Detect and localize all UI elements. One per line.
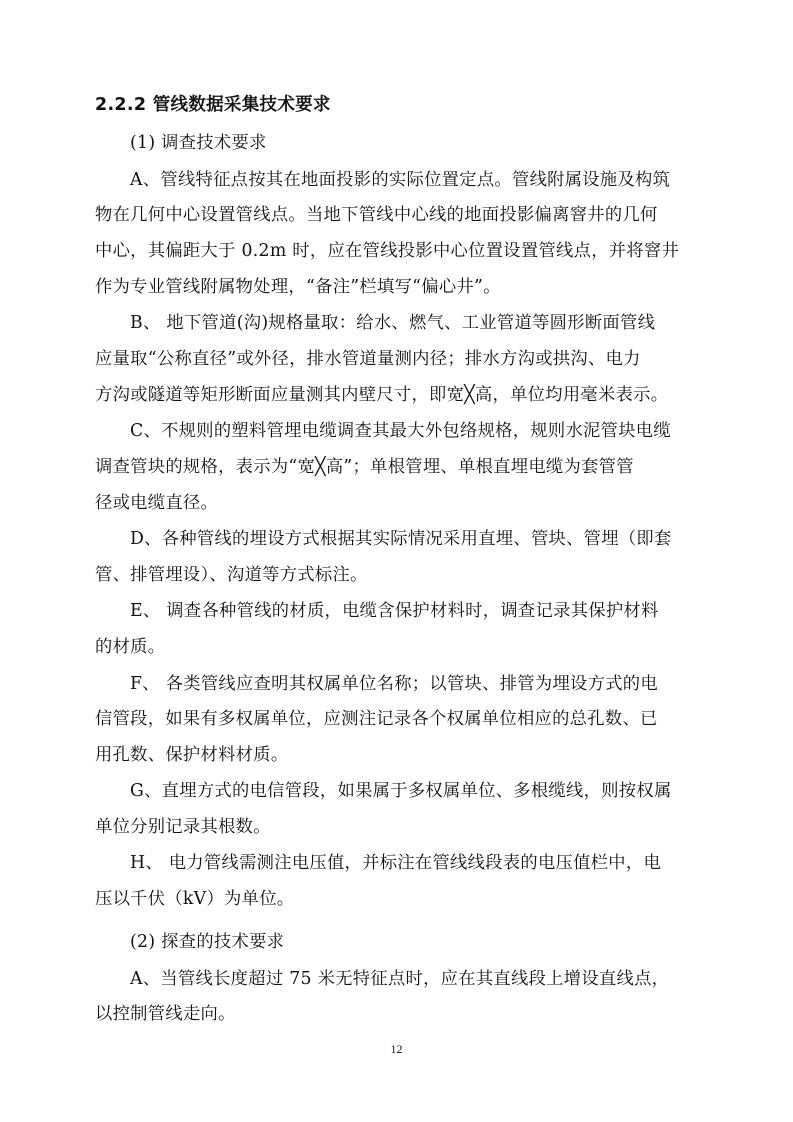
text-line: 调查管块的规格，表示为“宽╳高”；单根管埋、单根直埋电缆为套管管 xyxy=(95,457,634,477)
text-line: C、不规则的塑料管埋电缆调查其最大外包络规格，规则水泥管块电缆 xyxy=(130,421,671,441)
text-line: 物在几何中心设置管线点。当地下管线中心线的地面投影偏离窨井的几何 xyxy=(95,205,658,225)
text-line: 单位分别记录其根数。 xyxy=(95,817,271,837)
text-line: A、管线特征点按其在地面投影的实际位置定点。管线附属设施及构筑 xyxy=(130,170,671,190)
text-line: 用孔数、保护材料材质。 xyxy=(95,745,289,765)
text-line: D、各种管线的埋设方式根据其实际情况采用直埋、管块、管埋（即套 xyxy=(130,529,672,549)
subsection-title: (1) 调查技术要求 xyxy=(130,133,267,153)
text-line: H、 电力管线需测注电压值，并标注在管线线段表的电压值栏中，电 xyxy=(130,853,662,873)
text-line: 信管段，如果有多权属单位，应测注记录各个权属单位相应的总孔数、已 xyxy=(95,709,658,729)
text-line: 压以千伏（kV）为单位。 xyxy=(95,889,295,909)
text-line: 管、排管埋设）、沟道等方式标注。 xyxy=(95,565,368,585)
subsection-title: (2) 探查的技术要求 xyxy=(130,932,285,952)
text-line: A、当管线长度超过 75 米无特征点时，应在其直线段上增设直线点， xyxy=(130,969,670,989)
text-line: 以控制管线走向。 xyxy=(95,1004,236,1024)
text-line: 中心，其偏距大于 0.2m 时，应在管线投影中心位置设置管线点，并将窨井 xyxy=(95,241,680,261)
text-line: F、 各类管线应查明其权属单位名称；以管块、排管为埋设方式的电 xyxy=(130,674,658,694)
text-line: E、 调查各种管线的材质，电缆含保护材料时，调查记录其保护材料 xyxy=(130,601,659,621)
section-heading: 2.2.2 管线数据采集技术要求 xyxy=(95,95,331,115)
text-line: 作为专业管线附属物处理，“备注”栏填写“偏心井”。 xyxy=(95,277,501,297)
page-number: 12 xyxy=(390,1042,403,1056)
text-line: B、 地下管道(沟)规格量取：给水、燃气、工业管道等圆形断面管线 xyxy=(130,313,656,333)
text-line: 方沟或隧道等矩形断面应量测其内壁尺寸，即宽╳高，单位均用毫米表示。 xyxy=(95,385,669,405)
text-line: G、直埋方式的电信管段，如果属于多权属单位、多根缆线，则按权属 xyxy=(130,781,672,801)
text-line: 应量取“公称直径”或外径，排水管道量测内径；排水方沟或拱沟、电力 xyxy=(95,349,641,369)
text-line: 径或电缆直径。 xyxy=(95,493,219,513)
text-line: 的材质。 xyxy=(95,637,166,657)
